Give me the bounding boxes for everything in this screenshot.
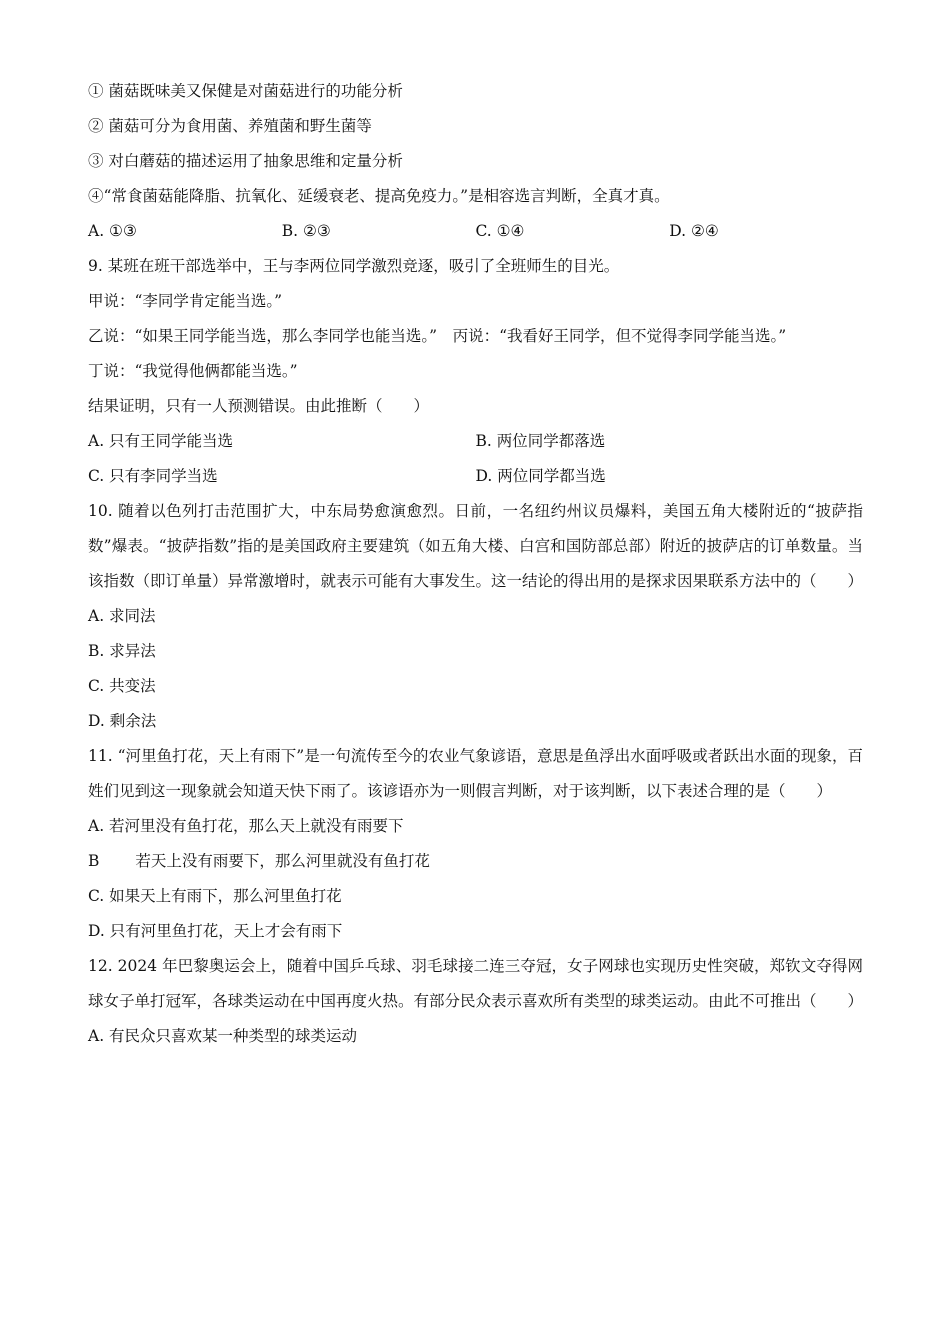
q8-options — [88, 214, 863, 249]
q9-jia: 甲说：“李同学肯定能当选。” — [88, 292, 283, 310]
q8-option-c[interactable]: C. ①④ — [475, 222, 525, 240]
q12-stem: 12. 2024 年巴黎奥运会上，随着中国乒乓球、羽毛球接二连三夺冠，女子网球也实现历史性突破，郑钦文夺得网球女子单打冠军，各球类运动在中国再度火热。有部分民众表示喜欢所有类型的球类运动。由此不可推出（ ） — [88, 957, 864, 1010]
q8-statement-4: ④“常食菌菇能降脂、抗氧化、延缓衰老、提高免疫力。”是相容选言判断，全真才真。 — [88, 187, 670, 205]
q9-option-b[interactable]: B. 两位同学都落选 — [475, 432, 606, 450]
q11-option-b[interactable] — [88, 844, 863, 879]
exam-page — [88, 74, 863, 1054]
q9-option-a[interactable]: A. 只有王同学能当选 — [88, 432, 234, 450]
q9-result: 结果证明，只有一人预测错误。由此推断（ ） — [88, 397, 430, 415]
q11-option-b-text: 若天上没有雨要下，那么河里就没有鱼打花 — [135, 852, 430, 870]
q9-options-row-1 — [88, 424, 863, 459]
q10-stem: 10. 随着以色列打击范围扩大，中东局势愈演愈烈。日前，一名纽约州议员爆料，美国五角大楼附近的“披萨指数”爆表。“披萨指数”指的是美国政府主要建筑（如五角大楼、白宫和国防部总部）附近的披萨店的订单数量。当该指数（即订单量）异常激增时，就表示可能有大事发生。这一结论的得出用的是探求因果联系方法中的（ ） — [88, 502, 864, 590]
q9-yi-bing: 乙说：“如果王同学能当选，那么李同学也能当选。” 丙说：“我看好王同学，但不觉得李同学能当选。” — [88, 327, 787, 345]
q8-statement-2: ② 菌菇可分为食用菌、养殖菌和野生菌等 — [88, 117, 372, 135]
q9-option-c[interactable]: C. 只有李同学当选 — [88, 467, 218, 485]
q9-stem: 9. 某班在班干部选举中，王与李两位同学激烈竞逐，吸引了全班师生的目光。 — [88, 257, 620, 275]
q10-option-c[interactable]: C. 共变法 — [88, 677, 156, 695]
q8-option-a[interactable]: A. ①③ — [88, 222, 137, 240]
q10-option-d[interactable]: D. 剩余法 — [88, 712, 157, 730]
q10-option-b[interactable]: B. 求异法 — [88, 642, 156, 660]
q11-option-c[interactable]: C. 如果天上有雨下，那么河里鱼打花 — [88, 887, 342, 905]
q9-option-d[interactable]: D. 两位同学都当选 — [475, 467, 606, 485]
q11-option-b-letter: B — [88, 852, 100, 870]
q8-option-b[interactable]: B. ②③ — [281, 222, 331, 240]
q11-stem: 11. “河里鱼打花，天上有雨下”是一句流传至今的农业气象谚语，意思是鱼浮出水面呼吸或者跃出水面的现象，百姓们见到这一现象就会知道天快下雨了。该谚语亦为一则假言判断，对于该判断，以下表述合理的是（ ） — [88, 747, 863, 800]
q9-ding: 丁说：“我觉得他俩都能当选。” — [88, 362, 298, 380]
q11-option-a[interactable]: A. 若河里没有鱼打花，那么天上就没有雨要下 — [88, 817, 404, 835]
q10-option-a[interactable]: A. 求同法 — [88, 607, 156, 625]
q8-statement-3: ③ 对白蘑菇的描述运用了抽象思维和定量分析 — [88, 152, 403, 170]
q8-statement-1: ① 菌菇既味美又保健是对菌菇进行的功能分析 — [88, 82, 403, 100]
q9-options-row-2 — [88, 459, 863, 494]
q8-option-d[interactable]: D. ②④ — [669, 222, 719, 240]
q11-option-d[interactable]: D. 只有河里鱼打花，天上才会有雨下 — [88, 922, 343, 940]
q12-option-a[interactable]: A. 有民众只喜欢某一种类型的球类运动 — [88, 1027, 358, 1045]
